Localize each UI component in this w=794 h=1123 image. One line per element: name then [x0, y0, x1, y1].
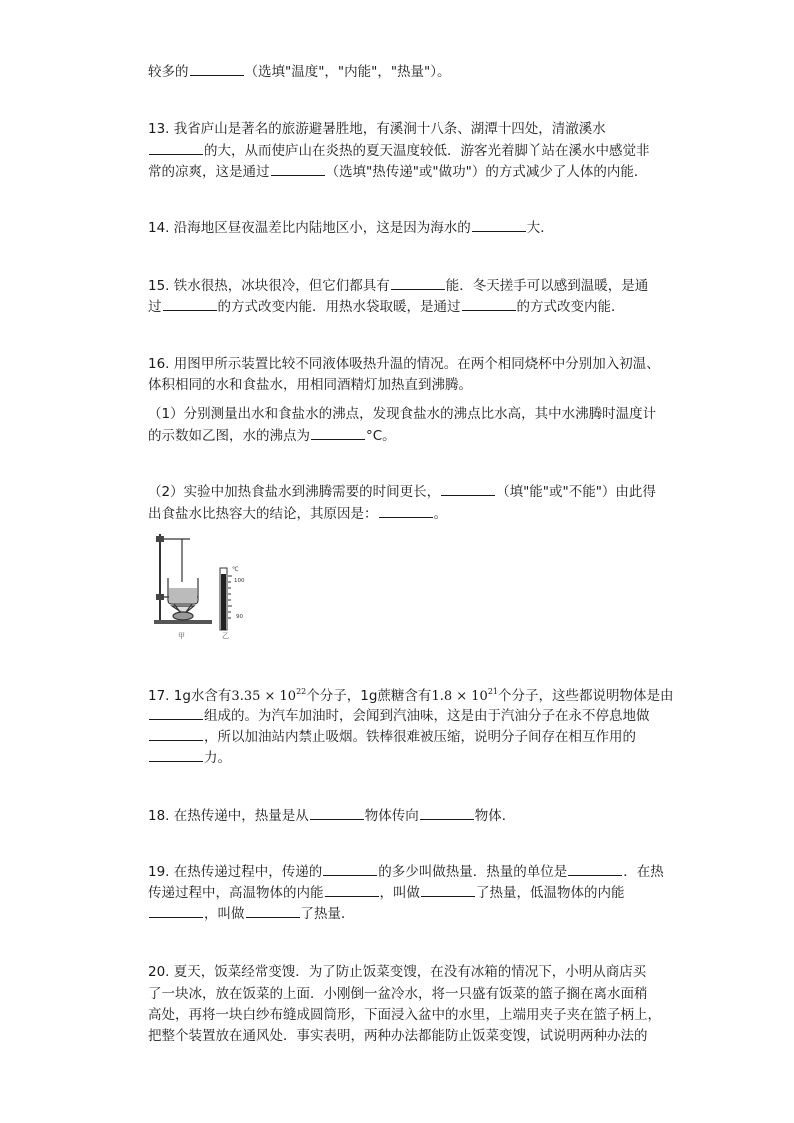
q20-line-4: 把整个装置放在通风处．事实表明，两种办法都能防止饭菜变馊，试说明两种办法的	[148, 1028, 648, 1044]
answer-blank[interactable]	[441, 483, 495, 496]
q16-part1-line-1: （1）分别测量出水和食盐水的沸点，发现食盐水的沸点比水高，其中水沸腾时温度计	[148, 406, 657, 422]
q16-part2-line-1	[148, 482, 656, 502]
q17-line-3	[148, 727, 636, 747]
text: （2）实验中加热食盐水到沸腾需要的时间更长，	[148, 484, 441, 500]
text: 传递过程中，高温物体的内能	[148, 885, 324, 901]
q19-line-3	[148, 904, 355, 924]
answer-blank[interactable]	[391, 277, 445, 290]
answer-blank[interactable]	[323, 863, 377, 876]
q14-line	[148, 218, 554, 238]
text: °C。	[366, 428, 396, 444]
text: 物体．	[474, 808, 516, 824]
figure-label-yi: 乙	[222, 632, 229, 640]
text: 18. 在热传递中，热量是从	[148, 808, 309, 824]
answer-blank[interactable]	[462, 298, 516, 311]
text: （选填"温度"，"内能"，"热量"）。	[244, 64, 451, 80]
answer-blank[interactable]	[271, 163, 325, 176]
q15-line-2	[148, 297, 625, 317]
math-exponent: 21	[487, 687, 498, 696]
text: 能．冬天搓手可以感到温暖，是通	[445, 278, 649, 294]
text: 力。	[204, 750, 231, 766]
math-expression	[231, 689, 306, 704]
text: 个分子，1g蔗糖含有	[306, 688, 432, 704]
answer-blank[interactable]	[421, 884, 475, 897]
q20-line-1: 20. 夏天，饭菜经常变馊．为了防止饭菜变馊，在没有冰箱的情况下，小明从商店买	[148, 964, 647, 980]
q16-line-1: 16. 用图甲所示装置比较不同液体吸热升温的情况。在两个相同烧杯中分别加入初温、	[148, 356, 660, 372]
q18-line	[148, 806, 515, 826]
experiment-figure	[150, 530, 270, 642]
q12-tail	[148, 62, 451, 82]
math-expression	[431, 689, 498, 704]
text: 17. 1g水含有	[148, 688, 232, 704]
text: 过	[148, 299, 162, 315]
answer-blank[interactable]	[149, 905, 203, 918]
figure-label-jia: 甲	[178, 632, 185, 640]
text: 的多少叫做热量．热量的单位是	[378, 864, 568, 880]
text: （填"能"或"不能"）由此得	[496, 484, 656, 500]
text: 的示数如乙图，水的沸点为	[148, 428, 310, 444]
text: ．在热	[623, 864, 664, 880]
text: 。	[433, 506, 447, 522]
answer-blank[interactable]	[149, 728, 203, 741]
text: 19. 在热传递过程中，传递的	[148, 864, 323, 880]
answer-blank[interactable]	[149, 142, 203, 155]
answer-blank[interactable]	[190, 63, 244, 76]
q13-line-2	[148, 141, 650, 161]
math-exponent: 22	[296, 687, 307, 696]
text: 的方式改变内能．用热水袋取暖，是通过	[217, 299, 461, 315]
answer-blank[interactable]	[246, 905, 300, 918]
q19-line-2	[148, 883, 625, 903]
answer-blank[interactable]	[149, 707, 203, 720]
q16-line-2: 体积相同的水和食盐水，用相同酒精灯加热直到沸腾。	[148, 377, 472, 393]
answer-blank[interactable]	[379, 505, 433, 518]
q20-line-3: 高处，再将一块白纱布缝成圆筒形，下面浸入盆中的水里，上端用夹子夹在篮子柄上，	[148, 1007, 661, 1023]
q20-line-2: 了一块冰，放在饭菜的上面．小刚倒一盆冷水，将一只盛有饭菜的篮子搁在离水面稍	[148, 986, 648, 1002]
q15-line-1	[148, 276, 648, 296]
text: 的方式改变内能．	[516, 299, 625, 315]
text: 常的凉爽，这是通过	[148, 164, 270, 180]
q19-line-1	[148, 862, 664, 882]
answer-blank[interactable]	[149, 749, 203, 762]
text: 了热量．	[300, 906, 355, 922]
text: 物体传向	[364, 808, 419, 824]
text: 了热量，低温物体的内能	[476, 885, 625, 901]
q16-part1-line-2	[148, 426, 396, 446]
thermometer-label-90: 90	[236, 614, 243, 620]
math-base: 1.8 × 10	[431, 689, 488, 704]
q17-line-1	[148, 686, 674, 707]
q13-line-3	[148, 162, 647, 182]
text: 个分子，这些都说明物体是由	[498, 688, 674, 704]
text: 出食盐水比热容大的结论，其原因是：	[148, 506, 378, 522]
answer-blank[interactable]	[568, 863, 622, 876]
answer-blank[interactable]	[420, 807, 474, 820]
text: 组成的。为汽车加油时，会闻到汽油味，这是由于汽油分子在永不停息地做	[204, 708, 650, 724]
q13-line-1: 13. 我省庐山是著名的旅游避暑胜地，有溪涧十八条、湖潭十四处，清澈溪水	[148, 121, 606, 137]
answer-blank[interactable]	[472, 219, 526, 232]
thermometer-label-100: 100	[234, 578, 245, 584]
text: 大．	[526, 220, 554, 236]
text: 15. 铁水很热，冰块很冷，但它们都具有	[148, 278, 390, 294]
thermometer-unit: ℃	[232, 566, 239, 573]
text: 的大，从而使庐山在炎热的夏天温度较低．游客光着脚丫站在溪水中感觉非	[204, 143, 650, 159]
q17-line-4	[148, 748, 231, 768]
answer-blank[interactable]	[310, 807, 364, 820]
answer-blank[interactable]	[163, 298, 217, 311]
text: （选填"热传递"或"做功"）的方式减少了人体的内能．	[325, 164, 648, 180]
text: 14. 沿海地区昼夜温差比内陆地区小，这是因为海水的	[148, 220, 471, 236]
text: ，所以加油站内禁止吸烟。铁棒很难被压缩，说明分子间存在相互作用的	[204, 729, 636, 745]
text: ，叫做	[379, 885, 420, 901]
math-base: 3.35 × 10	[231, 689, 297, 704]
answer-blank[interactable]	[311, 427, 365, 440]
text: 较多的	[148, 64, 189, 80]
thermometer-yi	[220, 568, 232, 630]
apparatus-jia	[154, 534, 212, 624]
text: ，叫做	[204, 906, 245, 922]
q17-line-2	[148, 706, 650, 726]
answer-blank[interactable]	[325, 884, 379, 897]
q16-part2-line-2	[148, 504, 447, 524]
